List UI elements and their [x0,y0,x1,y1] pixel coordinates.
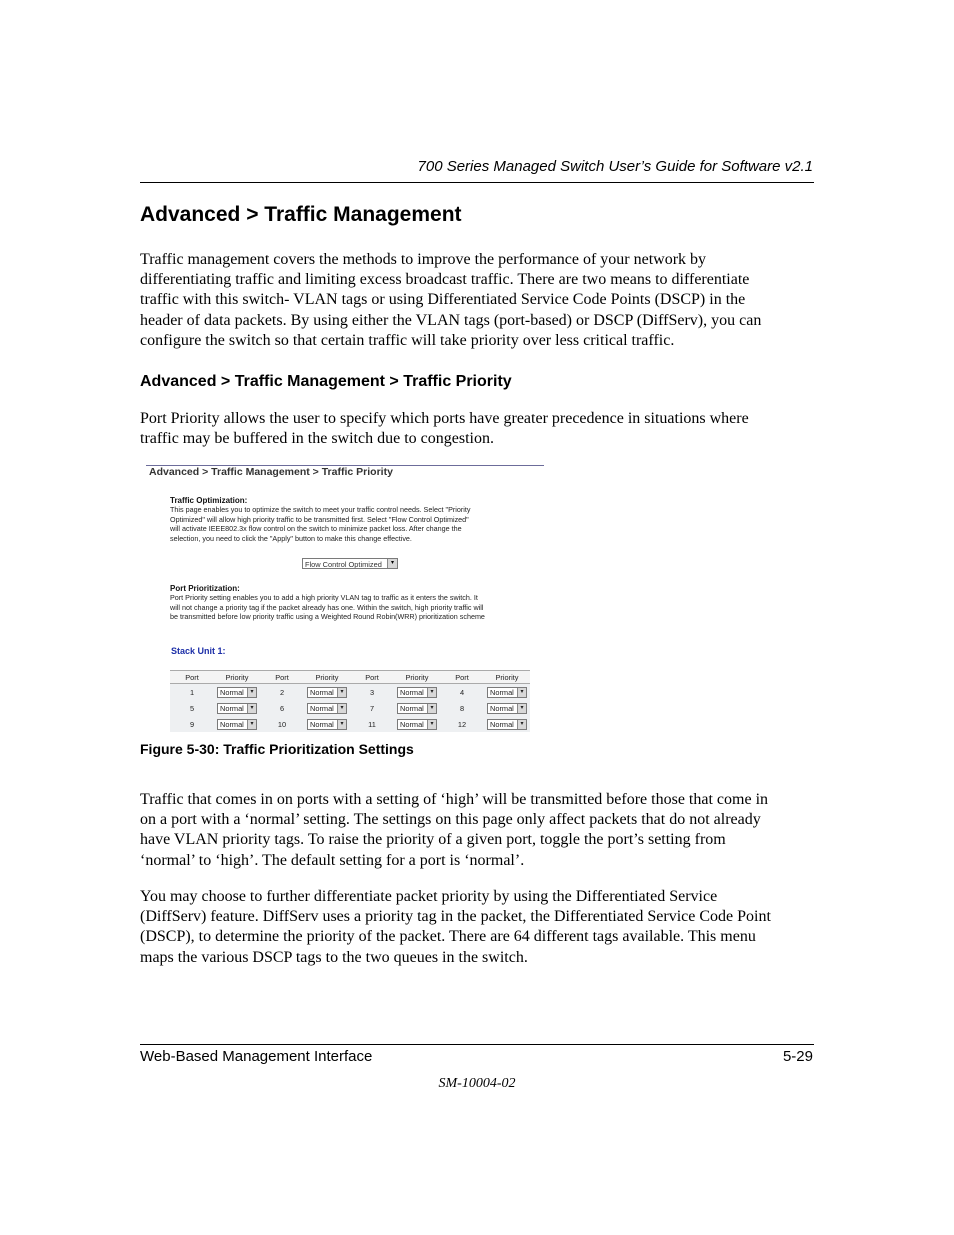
optimization-text [170,505,540,543]
text-line: This page enables you to optimize the switch to meet your traffic control needs. Select "Priority [170,505,471,514]
prioritization-heading: Port Prioritization: [170,584,240,593]
priority-cell [394,700,440,716]
priority-select[interactable] [487,703,527,714]
column-header: Priority [214,671,260,684]
priority-value: Normal [220,719,244,729]
port-number: 2 [260,684,304,701]
priority-select[interactable] [217,687,257,698]
subsection-title: Advanced > Traffic Management > Traffic Priority [140,373,512,390]
table-row [170,716,530,732]
column-header: Priority [394,671,440,684]
footer-section-name: Web-Based Management Interface [140,1048,373,1065]
body-paragraph-2 [140,887,820,968]
priority-value: Normal [490,687,514,697]
text-line: have VLAN priority tags. To raise the priority of a given port, toggle the port’s setting from [140,831,726,849]
port-number: 6 [260,700,304,716]
text-line: Port Priority allows the user to specify which ports have greater precedence in situations where [140,410,749,427]
optimization-select-value: Flow Control Optimized [305,560,382,569]
priority-value: Normal [310,703,334,713]
priority-cell [214,700,260,716]
port-priority-table [170,670,530,732]
port-number: 5 [170,700,214,716]
chevron-down-icon[interactable]: ▾ [337,688,346,697]
text-line: Traffic management covers the methods to improve the performance of your network by [140,251,707,268]
port-number: 9 [170,716,214,732]
port-number: 8 [440,700,484,716]
text-line: differentiating traffic and limiting excess broadcast traffic. There are two means to differentiate [140,271,750,289]
chevron-down-icon[interactable]: ▾ [247,688,256,697]
priority-cell [394,684,440,701]
text-line: maps the various DSCP tags to the two queues in the switch. [140,948,528,966]
priority-select[interactable] [307,703,347,714]
priority-select[interactable] [217,719,257,730]
optimization-heading: Traffic Optimization: [170,496,248,505]
priority-cell [304,700,350,716]
priority-cell [214,684,260,701]
prioritization-text [170,593,540,622]
body-paragraph-1 [140,790,820,871]
document-id: SM-10004-02 [438,1076,516,1091]
text-line: will activate IEEE802.3x flow control on the switch to minimize packet loss. After change the [170,524,462,534]
text-line: You may choose to further differentiate packet priority by using the Differentiated Service [140,888,718,905]
page-number: 5-29 [782,1048,813,1065]
priority-value: Normal [310,687,334,697]
port-number: 3 [350,684,394,701]
priority-value: Normal [400,703,424,713]
priority-select[interactable] [307,687,347,698]
priority-value: Normal [490,719,514,729]
column-header: Priority [304,671,350,684]
text-line: (DiffServ) feature. DiffServ uses a priority tag in the packet, the Differentiated Service Code Point [140,908,771,926]
priority-cell [304,684,350,701]
column-header: Port [440,671,484,684]
text-line: header of data packets. By using either the VLAN tags (port-based) or DSCP (DiffServ), you can [140,311,762,329]
priority-value: Normal [310,719,334,729]
port-number: 10 [260,716,304,732]
priority-select[interactable] [307,719,347,730]
screenshot-title: Advanced > Traffic Management > Traffic Priority [149,466,393,478]
chevron-down-icon[interactable]: ▾ [427,688,436,697]
text-line: Traffic that comes in on ports with a setting of ‘high’ will be transmitted before those that come in [140,791,769,808]
chevron-down-icon[interactable]: ▾ [427,704,436,713]
chevron-down-icon[interactable]: ▾ [517,688,526,697]
port-number: 7 [350,700,394,716]
column-header: Priority [484,671,530,684]
column-header: Port [260,671,304,684]
text-line: traffic may be buffered in the switch due to congestion. [140,430,494,448]
chevron-down-icon[interactable]: ▾ [337,720,346,729]
chevron-down-icon[interactable]: ▾ [247,720,256,729]
port-number: 11 [350,716,394,732]
priority-select[interactable] [217,703,257,714]
priority-value: Normal [400,719,424,729]
text-line: will not change a priority tag if the packet already has one. Within the switch, high priority traffic will [170,602,484,612]
chevron-down-icon[interactable]: ▾ [427,720,436,729]
screenshot-title-rule [146,465,544,466]
text-line: ‘normal’ to ‘high’. The default setting for a port is ‘normal’. [140,851,525,869]
figure-caption: Figure 5-30: Traffic Prioritization Settings [140,741,414,757]
chevron-down-icon[interactable]: ▾ [337,704,346,713]
text-line: (DSCP), to determine the priority of the packet. There are 64 different tags available. This menu [140,928,756,946]
optimization-select[interactable] [302,558,398,569]
chevron-down-icon[interactable]: ▾ [517,704,526,713]
priority-cell [484,700,530,716]
priority-cell [214,716,260,732]
text-line: Port Priority setting enables you to add a high priority VLAN tag to traffic as it enters the switch. It [170,593,478,602]
text-line: on a port with a ‘normal’ setting. The settings on this page only affect packets that do not already [140,811,761,829]
priority-select[interactable] [397,703,437,714]
priority-select[interactable] [487,687,527,698]
chevron-down-icon[interactable]: ▾ [517,720,526,729]
port-number: 4 [440,684,484,701]
port-number: 12 [440,716,484,732]
text-line: Optimized" will allow high priority traffic to be transmitted first. Select "Flow Control Optimized" [170,514,469,524]
traffic-priority-screenshot [146,462,544,734]
table-row [170,684,530,701]
section-title: Advanced > Traffic Management [140,203,462,226]
text-line: selection, you need to click the "Apply" button to make this change effective. [170,533,412,543]
running-header: 700 Series Managed Switch User’s Guide for Software v2.1 [417,158,813,175]
priority-value: Normal [220,687,244,697]
priority-cell [394,716,440,732]
priority-value: Normal [400,687,424,697]
footer-rule [140,1044,814,1045]
priority-value: Normal [220,703,244,713]
table-row [170,700,530,716]
header-rule [140,182,814,183]
section-intro [140,250,820,351]
priority-select[interactable] [397,719,437,730]
column-header: Port [170,671,214,684]
text-line: traffic with this switch- VLAN tags or using Differentiated Service Code Points (DSCP) in the [140,291,746,309]
priority-cell [484,716,530,732]
priority-cell [304,716,350,732]
subsection-intro [140,409,820,449]
priority-cell [484,684,530,701]
stack-unit-label: Stack Unit 1: [171,646,226,656]
table-header-row [170,671,530,684]
column-header: Port [350,671,394,684]
port-number: 1 [170,684,214,701]
text-line: be transmitted before low priority traffic using a Weighted Round Robin(WRR) prioritization scheme [170,612,485,622]
chevron-down-icon[interactable]: ▾ [387,559,397,568]
priority-select[interactable] [397,687,437,698]
priority-select[interactable] [487,719,527,730]
chevron-down-icon[interactable]: ▾ [247,704,256,713]
priority-value: Normal [490,703,514,713]
text-line: configure the switch so that certain traffic will take priority over less critical traffic. [140,331,675,349]
